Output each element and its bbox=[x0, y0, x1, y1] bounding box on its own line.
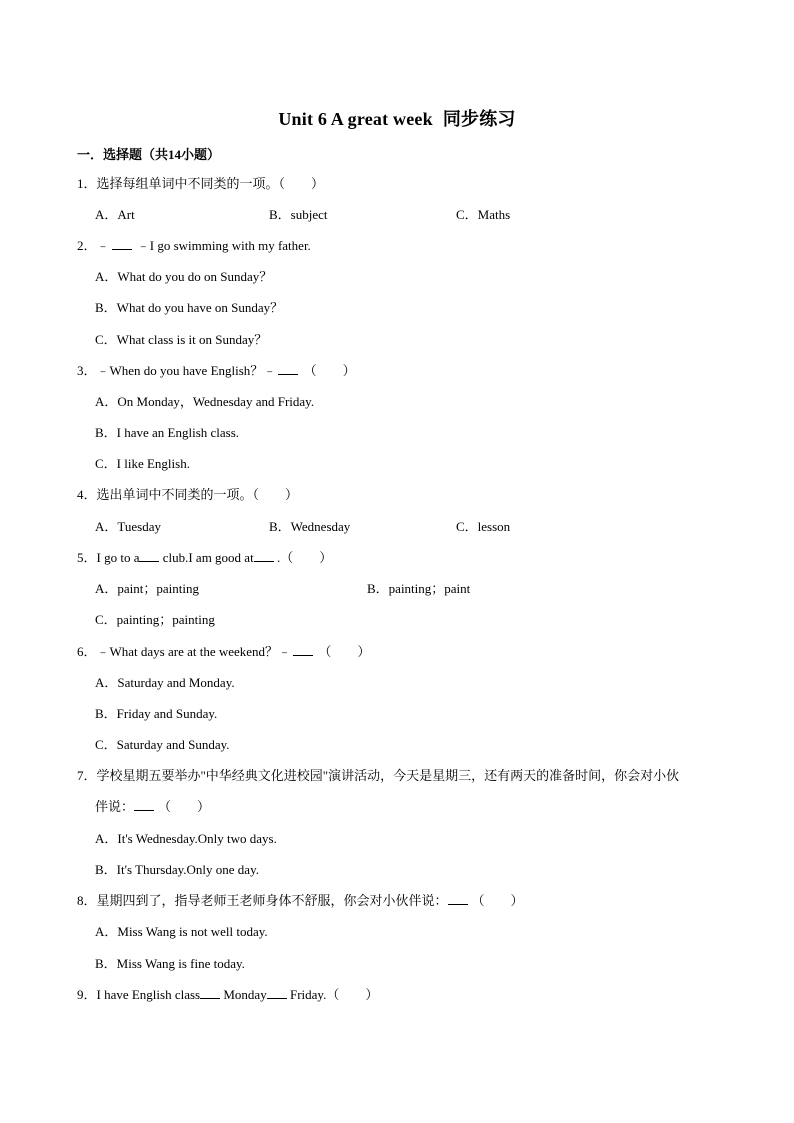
q2-option-a: A．What do you do on Sunday？ bbox=[95, 269, 273, 284]
q9-blank-1 bbox=[200, 986, 220, 999]
q2-option-b: B．What do you have on Sunday？ bbox=[95, 300, 284, 315]
question-2 bbox=[77, 237, 311, 255]
q3-option-a: A．On Monday，Wednesday and Friday. bbox=[95, 394, 315, 409]
q5-blank-1 bbox=[139, 549, 159, 562]
q3-text-post: （ ） bbox=[300, 363, 356, 378]
q4-option-b: B．Wednesday bbox=[269, 519, 351, 534]
q5-option-b: B．painting；paint bbox=[367, 581, 471, 596]
q9-text-mid: Monday bbox=[220, 987, 267, 1002]
title-main: Unit 6 A great week bbox=[278, 109, 433, 129]
q2-text-pre: 2．﹣ bbox=[77, 238, 110, 253]
q5-option-c: C．painting；painting bbox=[95, 612, 215, 627]
q7-blank bbox=[134, 798, 154, 811]
q8-text-pre: 8．星期四到了，指导老师王老师身体不舒服，你会对小伙伴说： bbox=[77, 893, 448, 908]
q6-blank bbox=[293, 643, 313, 656]
q2-option-c: C．What class is it on Sunday？ bbox=[95, 332, 268, 347]
title-sub: 同步练习 bbox=[442, 109, 516, 129]
q6-option-c: C．Saturday and Sunday. bbox=[95, 737, 230, 752]
q4-option-a: A．Tuesday bbox=[95, 519, 161, 534]
q4-option-c: C．lesson bbox=[456, 519, 511, 534]
question-3 bbox=[77, 362, 356, 380]
page-title bbox=[0, 105, 794, 131]
q3-option-c: C．I like English. bbox=[95, 456, 190, 471]
question-5 bbox=[77, 549, 332, 567]
q8-text-post: （ ） bbox=[471, 893, 524, 908]
q2-blank bbox=[112, 237, 132, 250]
q6-text-pre: 6．﹣What days are at the weekend？﹣ bbox=[77, 644, 292, 659]
question-7-line-1: 7．学校星期五要举办"中华经典文化进校园"演讲活动，今天是星期三，还有两天的准备时间，你会对小伙 bbox=[77, 768, 680, 783]
q9-text-post: Friday.（ ） bbox=[286, 987, 379, 1002]
question-9 bbox=[77, 986, 378, 1004]
q3-option-b: B．I have an English class. bbox=[95, 425, 240, 440]
q7-text-post: （ ） bbox=[158, 799, 211, 814]
q6-option-b: B．Friday and Sunday. bbox=[95, 706, 218, 721]
q2-text-post: ﹣I go swimming with my father. bbox=[133, 238, 311, 253]
question-6 bbox=[77, 643, 370, 661]
q9-text-pre: 9．I have English class bbox=[77, 987, 201, 1002]
q8-option-a: A．Miss Wang is not well today. bbox=[95, 924, 268, 939]
question-7-line-2 bbox=[95, 798, 210, 816]
q6-option-a: A．Saturday and Monday. bbox=[95, 675, 235, 690]
q1-option-c: C．Maths bbox=[456, 207, 511, 222]
q8-blank bbox=[448, 892, 468, 905]
q8-option-b: B．Miss Wang is fine today. bbox=[95, 956, 245, 971]
q5-text-mid: club.I am good at bbox=[159, 550, 254, 565]
section-heading: 一．选择题（共14小题） bbox=[77, 147, 221, 162]
question-8 bbox=[77, 892, 524, 910]
question-1: 1．选择每组单词中不同类的一项。（ ） bbox=[77, 176, 325, 191]
q5-blank-2 bbox=[254, 549, 274, 562]
q7-option-b: B．It's Thursday.Only one day. bbox=[95, 862, 259, 877]
q3-blank bbox=[278, 362, 298, 375]
question-4: 4．选出单词中不同类的一项。（ ） bbox=[77, 487, 299, 502]
q1-option-b: B．subject bbox=[269, 207, 328, 222]
q5-option-a: A．paint；painting bbox=[95, 581, 199, 596]
q5-text-pre: 5．I go to a bbox=[77, 550, 140, 565]
q9-blank-2 bbox=[267, 986, 287, 999]
q5-text-post: .（ ） bbox=[273, 550, 333, 565]
q3-text-pre: 3．﹣When do you have English？﹣ bbox=[77, 363, 277, 378]
q7-option-a: A．It's Wednesday.Only two days. bbox=[95, 831, 277, 846]
q7-text-pre: 伴说： bbox=[95, 799, 135, 814]
q6-text-post: （ ） bbox=[315, 644, 371, 659]
q1-option-a: A．Art bbox=[95, 207, 135, 222]
